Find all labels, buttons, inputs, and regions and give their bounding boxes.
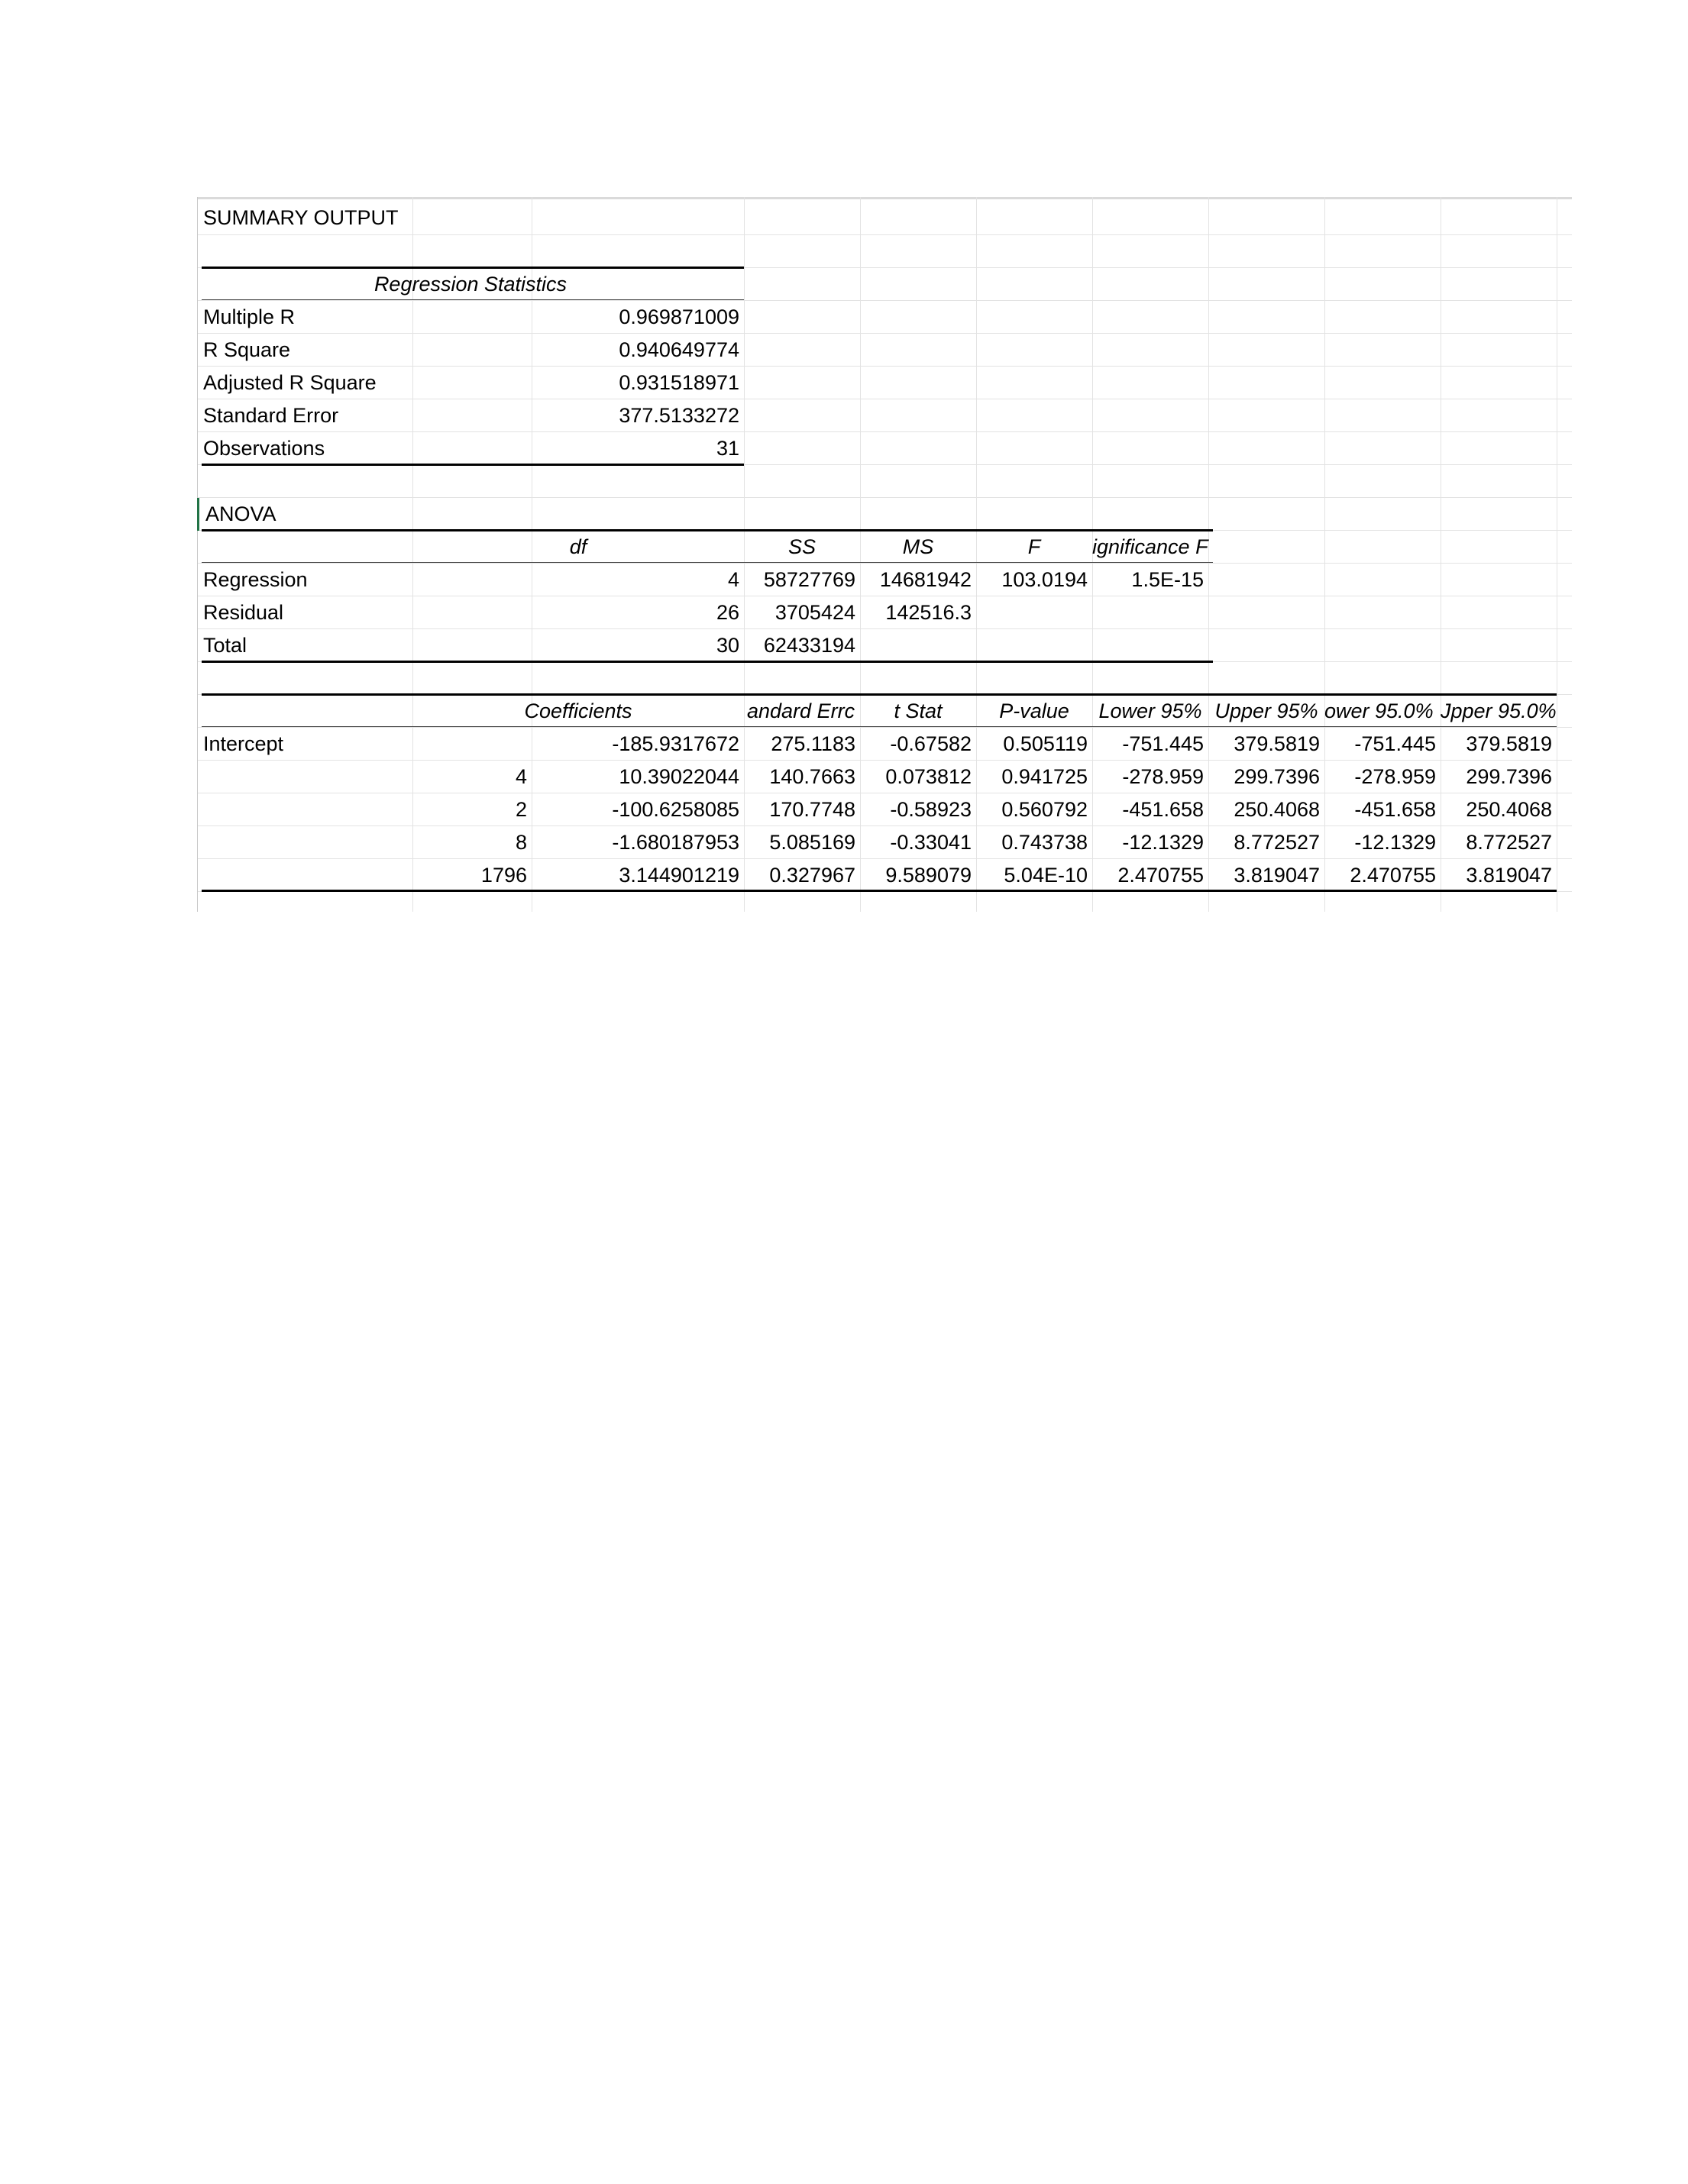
coef-header-standard-error: andard Errc	[747, 699, 855, 722]
stat-value-r-square: 0.940649774	[619, 338, 739, 361]
coef-value: 8.772527	[1466, 831, 1552, 854]
grid-top-edge	[197, 197, 1572, 199]
anova-row-df: 26	[716, 601, 739, 624]
anova-row-ms: 142516.3	[885, 601, 972, 624]
coef-row-label: Intercept	[203, 732, 284, 755]
anova-header-ss: SS	[787, 535, 817, 558]
stat-value-adjusted-r-square: 0.931518971	[619, 371, 739, 394]
anova-row-df: 30	[716, 634, 739, 657]
coef-header-lower-95-0: ower 95.0%	[1324, 699, 1434, 722]
coef-value: 0.560792	[1001, 798, 1088, 821]
coef-value: -185.9317672	[612, 732, 739, 755]
coef-value: 250.4068	[1466, 798, 1552, 821]
anova-row-ss: 3705424	[774, 601, 855, 624]
coef-row-label	[197, 826, 412, 859]
coef-value: -751.445	[1122, 732, 1204, 755]
stat-value-multiple-r: 0.969871009	[619, 305, 739, 328]
anova-header-df: df	[569, 535, 587, 558]
coef-value: -0.67582	[890, 732, 972, 755]
anova-row-label: Total	[203, 634, 247, 657]
coef-value: 5.085169	[769, 831, 855, 854]
coef-row-label	[197, 793, 412, 826]
coef-value: 379.5819	[1466, 732, 1552, 755]
stat-value-observations: 31	[716, 437, 739, 460]
anova-header-ms: MS	[902, 535, 934, 558]
coef-value: 299.7396	[1234, 765, 1320, 788]
coef-value: 0.743738	[1001, 831, 1088, 854]
coef-value: 379.5819	[1234, 732, 1320, 755]
stat-label-r-square: R Square	[203, 338, 291, 361]
coef-header-p-value: P-value	[999, 699, 1069, 722]
anova-header-significance-f: ignificance F	[1092, 535, 1208, 558]
coef-value: -1.680187953	[612, 831, 739, 854]
coef-value: -278.959	[1122, 765, 1204, 788]
anova-row-ms: 14681942	[879, 568, 972, 591]
coef-row-label	[197, 761, 412, 793]
coef-value: 0.327967	[769, 864, 855, 887]
anova-row-label: Regression	[203, 568, 308, 591]
coef-value: 0.505119	[1003, 732, 1088, 755]
coef-value: 5.04E-10	[1004, 864, 1088, 887]
anova-row-label: Residual	[203, 601, 284, 624]
coef-value: -0.33041	[890, 831, 972, 854]
stat-value-standard-error: 377.5133272	[619, 404, 739, 427]
coef-value: -100.6258085	[612, 798, 739, 821]
coef-header-lower-95: Lower 95%	[1098, 699, 1202, 722]
spreadsheet	[197, 197, 1572, 912]
anova-row-df: 4	[727, 568, 739, 591]
summary-title: SUMMARY OUTPUT	[203, 206, 399, 229]
coef-value: -0.58923	[890, 798, 972, 821]
stat-label-observations: Observations	[203, 437, 325, 460]
coef-value: 299.7396	[1466, 765, 1552, 788]
coef-value: 140.7663	[769, 765, 855, 788]
coef-row-name: 1796	[480, 864, 527, 887]
anova-title[interactable]: ANOVA	[197, 498, 412, 531]
anova-row-f: 103.0194	[1001, 568, 1088, 591]
coef-value: 2.470755	[1117, 864, 1204, 887]
stat-label-adjusted-r-square: Adjusted R Square	[203, 371, 377, 394]
coef-value: 0.073812	[885, 765, 972, 788]
coef-value: 3.819047	[1466, 864, 1552, 887]
coef-value: 8.772527	[1234, 831, 1320, 854]
coef-value: 250.4068	[1234, 798, 1320, 821]
coef-row-name: 2	[515, 798, 527, 821]
stat-label-multiple-r: Multiple R	[203, 305, 296, 328]
anova-row-ss: 58727769	[763, 568, 855, 591]
coef-value: 170.7748	[769, 798, 855, 821]
anova-row-ss: 62433194	[763, 634, 855, 657]
coef-value: 0.941725	[1001, 765, 1088, 788]
coef-value: -12.1329	[1354, 831, 1436, 854]
coef-value: -751.445	[1354, 732, 1436, 755]
coef-value: -278.959	[1354, 765, 1436, 788]
coef-value: 3.819047	[1234, 864, 1320, 887]
coef-value: 2.470755	[1350, 864, 1436, 887]
coef-value: 275.1183	[771, 732, 855, 755]
coef-header-upper-95-0: Jpper 95.0%	[1441, 699, 1557, 722]
coef-header-upper-95: Upper 95%	[1214, 699, 1318, 722]
coef-row-name: 4	[515, 765, 527, 788]
coef-value: -12.1329	[1122, 831, 1204, 854]
coef-row-name	[412, 728, 532, 761]
coef-value: -451.658	[1122, 798, 1204, 821]
stat-label-standard-error: Standard Error	[203, 404, 339, 427]
regression-statistics-header: Regression Statistics	[373, 273, 568, 296]
coef-header-coefficients: Coefficients	[524, 699, 632, 722]
coef-header-t-stat: t Stat	[894, 699, 943, 722]
coef-value: 10.39022044	[619, 765, 739, 788]
coef-value: 3.144901219	[619, 864, 739, 887]
anova-header-f: F	[1027, 535, 1041, 558]
coef-row-label	[197, 859, 412, 892]
grid-line	[197, 234, 1572, 235]
coef-value: -451.658	[1354, 798, 1436, 821]
anova-row-significance-f: 1.5E-15	[1131, 568, 1204, 591]
coef-row-name: 8	[515, 831, 527, 854]
coef-value: 9.589079	[885, 864, 972, 887]
